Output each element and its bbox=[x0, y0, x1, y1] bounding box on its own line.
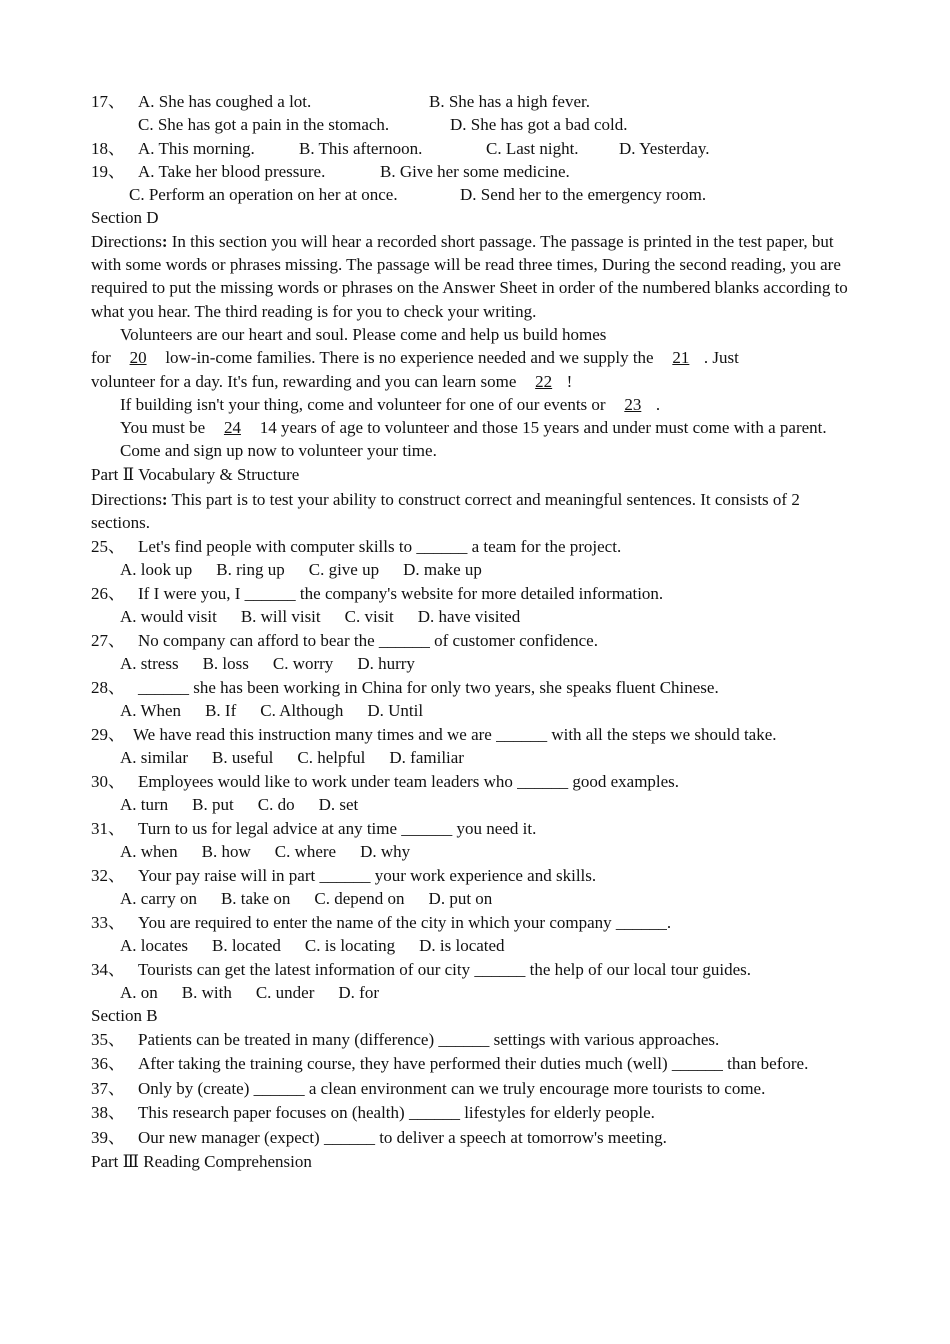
option-c: C. She has got a pain in the stomach. bbox=[138, 115, 390, 135]
question-number: 28、 bbox=[91, 677, 125, 697]
question-18 bbox=[91, 137, 861, 160]
option-b: B. put bbox=[192, 795, 234, 815]
option-a: A. similar bbox=[120, 748, 188, 768]
passage-text: If building isn't your thing, come and volunteer for one of our events or bbox=[120, 394, 606, 414]
question-stem: Turn to us for legal advice at any time ______ you need it. bbox=[138, 818, 537, 838]
question-17-options-cd bbox=[91, 113, 861, 136]
option-c: C. depend on bbox=[314, 889, 405, 909]
passage-text: ! bbox=[566, 371, 573, 391]
option-a: A. When bbox=[120, 701, 182, 721]
passage-text: 14 years of age to volunteer and those 15 years and under must come with a parent. bbox=[259, 418, 827, 438]
question-29 bbox=[91, 723, 861, 746]
option-d: D. She has got a bad cold. bbox=[450, 115, 628, 135]
question-options bbox=[91, 605, 861, 628]
question-stem: ______ she has been working in China for only two years, she speaks fluent Chinese. bbox=[138, 677, 719, 697]
option-b: B. will visit bbox=[240, 607, 321, 627]
option-c: C. visit bbox=[344, 607, 394, 627]
passage-text: volunteer for a day. It's fun, rewarding and you can learn some bbox=[91, 371, 517, 391]
question-number: 38、 bbox=[91, 1103, 125, 1123]
question-37 bbox=[91, 1077, 861, 1102]
directions-label: Directions bbox=[91, 231, 162, 251]
question-28 bbox=[91, 676, 861, 699]
question-number: 30、 bbox=[91, 771, 125, 791]
question-number: 37、 bbox=[91, 1078, 125, 1098]
question-stem: You are required to enter the name of the city in which your company ______. bbox=[138, 912, 672, 932]
option-b: B. how bbox=[201, 842, 251, 862]
section-b-question-list bbox=[91, 1028, 861, 1151]
question-stem: Our new manager (expect) ______ to deliver a speech at tomorrow's meeting. bbox=[138, 1127, 667, 1147]
question-number: 26、 bbox=[91, 584, 125, 604]
question-32 bbox=[91, 864, 861, 887]
question-19 bbox=[91, 160, 861, 183]
option-b: B. useful bbox=[212, 748, 274, 768]
passage-text: . bbox=[655, 394, 661, 414]
question-number: 32、 bbox=[91, 865, 125, 885]
question-options bbox=[91, 746, 861, 769]
question-number: 25、 bbox=[91, 537, 125, 557]
question-26 bbox=[91, 582, 861, 605]
exam-page bbox=[91, 90, 861, 1174]
option-b: B. with bbox=[181, 983, 232, 1003]
question-stem: Employees would like to work under team leaders who ______ good examples. bbox=[138, 771, 680, 791]
question-stem: We have read this instruction many times and we are ______ with all the steps we should take. bbox=[133, 724, 777, 744]
question-31 bbox=[91, 817, 861, 840]
part-2-directions: Directions: This part is to test your ability to construct correct and meaningful sentences. It consists of 2 sections. bbox=[91, 490, 800, 533]
part-2-title: Part Ⅱ Vocabulary & Structure bbox=[91, 464, 300, 484]
option-d: D. is located bbox=[419, 936, 505, 956]
option-b: B. If bbox=[205, 701, 237, 721]
option-b: B. This afternoon. bbox=[299, 138, 423, 158]
option-d: D. for bbox=[338, 983, 379, 1003]
question-number: 34、 bbox=[91, 959, 125, 979]
question-options bbox=[91, 699, 861, 722]
option-c: C. worry bbox=[272, 654, 334, 674]
directions-label: Directions bbox=[91, 490, 162, 510]
option-d: D. make up bbox=[403, 560, 482, 580]
question-38 bbox=[91, 1101, 861, 1126]
question-number: 35、 bbox=[91, 1029, 125, 1049]
passage-line-5 bbox=[91, 416, 861, 439]
option-c: C. Last night. bbox=[486, 138, 579, 158]
section-d-directions: Directions: In this section you will hear a recorded short passage. The passage is printed in the test paper, but with some words or phrases missing. The passage will be read three times, During the second reading, you are required to put the missing words or phrases on the Answer Sheet in order of the numbered blanks according to what you hear. The third reading is for you to check your writing. bbox=[91, 231, 848, 321]
blank-22: 22 bbox=[535, 371, 553, 391]
passage-line-4 bbox=[91, 393, 861, 416]
option-c: C. give up bbox=[308, 560, 380, 580]
blank-23: 23 bbox=[624, 394, 642, 414]
question-stem: Tourists can get the latest information of our city ______ the help of our local tour guides. bbox=[138, 959, 752, 979]
option-b: B. take on bbox=[220, 889, 291, 909]
question-33 bbox=[91, 911, 861, 934]
question-number: 27、 bbox=[91, 631, 125, 650]
option-d: D. put on bbox=[428, 889, 493, 909]
option-a: A. This morning. bbox=[138, 138, 255, 158]
option-b: B. loss bbox=[202, 654, 249, 674]
section-d-title: Section D bbox=[91, 208, 159, 228]
option-b: B. Give her some medicine. bbox=[380, 161, 570, 181]
option-b: B. located bbox=[211, 936, 281, 956]
question-number: 17、 bbox=[91, 92, 125, 111]
option-a: A. would visit bbox=[120, 607, 217, 627]
option-d: D. Until bbox=[367, 701, 424, 721]
question-stem: Let's find people with computer skills to ______ a team for the project. bbox=[138, 537, 622, 557]
question-35 bbox=[91, 1028, 861, 1053]
directions-text: In this section you will hear a recorded short passage. The passage is printed in the test paper, but with some words or phrases missing. The passage will be read three times, During the second reading, you are required to put the missing words or phrases on the Answer Sheet in order of the numbered blanks according to what you hear. The third reading is for you to check your writing. bbox=[91, 231, 848, 321]
option-c: C. under bbox=[255, 983, 315, 1003]
question-stem: After taking the training course, they have performed their duties much (well) ______ than before. bbox=[138, 1054, 809, 1074]
passage-text: for bbox=[91, 348, 111, 368]
option-a: A. look up bbox=[120, 560, 193, 580]
passage-line-3 bbox=[91, 370, 861, 393]
section-b-title: Section B bbox=[91, 1006, 158, 1026]
option-c: C. is locating bbox=[304, 936, 396, 956]
option-c: C. Although bbox=[260, 701, 344, 721]
option-a: A. Take her blood pressure. bbox=[138, 161, 326, 181]
blank-20: 20 bbox=[129, 348, 147, 368]
blank-21: 21 bbox=[672, 348, 690, 368]
option-a: A. locates bbox=[120, 936, 188, 956]
option-b: B. ring up bbox=[216, 560, 285, 580]
question-options bbox=[91, 887, 861, 910]
option-a: A. turn bbox=[120, 795, 169, 815]
passage-line-2 bbox=[91, 346, 861, 369]
question-number: 33、 bbox=[91, 912, 125, 932]
question-34 bbox=[91, 958, 861, 981]
option-d: D. familiar bbox=[389, 748, 464, 768]
passage-line-1: Volunteers are our heart and soul. Please come and help us build homes bbox=[120, 324, 607, 344]
option-c: C. do bbox=[257, 795, 295, 815]
question-stem: If I were you, I ______ the company's website for more detailed information. bbox=[138, 584, 664, 604]
option-d: D. Yesterday. bbox=[619, 138, 710, 158]
option-a: A. carry on bbox=[120, 889, 197, 909]
directions-text: This part is to test your ability to construct correct and meaningful sentences. It consists of 2 sections. bbox=[91, 490, 800, 533]
passage-text: low-in-come families. There is no experience needed and we supply the bbox=[165, 348, 654, 368]
option-c: C. helpful bbox=[297, 748, 366, 768]
question-stem: Your pay raise will in part ______ your work experience and skills. bbox=[138, 865, 597, 885]
option-d: D. why bbox=[360, 842, 411, 862]
question-number: 31、 bbox=[91, 818, 125, 838]
question-stem: Patients can be treated in many (difference) ______ settings with various approaches. bbox=[138, 1029, 720, 1049]
question-number: 29、 bbox=[91, 724, 125, 744]
option-d: D. Send her to the emergency room. bbox=[460, 185, 707, 205]
question-stem: Only by (create) ______ a clean environment can we truly encourage more tourists to come. bbox=[138, 1078, 766, 1098]
option-c: C. where bbox=[274, 842, 337, 862]
option-d: D. set bbox=[318, 795, 359, 815]
question-number: 18、 bbox=[91, 138, 125, 158]
option-a: A. when bbox=[120, 842, 178, 862]
question-options bbox=[91, 840, 861, 863]
question-36 bbox=[91, 1052, 861, 1077]
question-number: 19、 bbox=[91, 161, 125, 181]
passage-text: . Just bbox=[703, 348, 739, 368]
option-d: D. have visited bbox=[417, 607, 521, 627]
question-number: 36、 bbox=[91, 1054, 125, 1074]
option-d: D. hurry bbox=[357, 654, 415, 674]
part-3-title: Part Ⅲ Reading Comprehension bbox=[91, 1152, 312, 1172]
question-number: 39、 bbox=[91, 1127, 125, 1147]
question-options bbox=[91, 934, 861, 957]
question-options bbox=[91, 652, 861, 675]
question-options bbox=[91, 558, 861, 581]
question-39 bbox=[91, 1126, 861, 1151]
question-30 bbox=[91, 770, 861, 793]
passage-line-6: Come and sign up now to volunteer your time. bbox=[120, 441, 437, 461]
blank-24: 24 bbox=[223, 418, 241, 438]
question-19-options-cd bbox=[91, 183, 861, 206]
option-b: B. She has a high fever. bbox=[429, 92, 590, 111]
question-list bbox=[91, 535, 861, 1004]
question-options bbox=[91, 981, 861, 1004]
passage-text: You must be bbox=[120, 418, 206, 438]
option-a: A. She has coughed a lot. bbox=[138, 92, 312, 111]
option-a: A. on bbox=[120, 983, 158, 1003]
option-c: C. Perform an operation on her at once. bbox=[129, 185, 398, 205]
option-a: A. stress bbox=[120, 654, 179, 674]
question-25 bbox=[91, 535, 861, 558]
question-27 bbox=[91, 629, 861, 652]
question-17 bbox=[91, 90, 861, 113]
question-options bbox=[91, 793, 861, 816]
question-stem: No company can afford to bear the ______ of customer confidence. bbox=[138, 631, 598, 650]
question-stem: This research paper focuses on (health) ______ lifestyles for elderly people. bbox=[138, 1103, 655, 1123]
